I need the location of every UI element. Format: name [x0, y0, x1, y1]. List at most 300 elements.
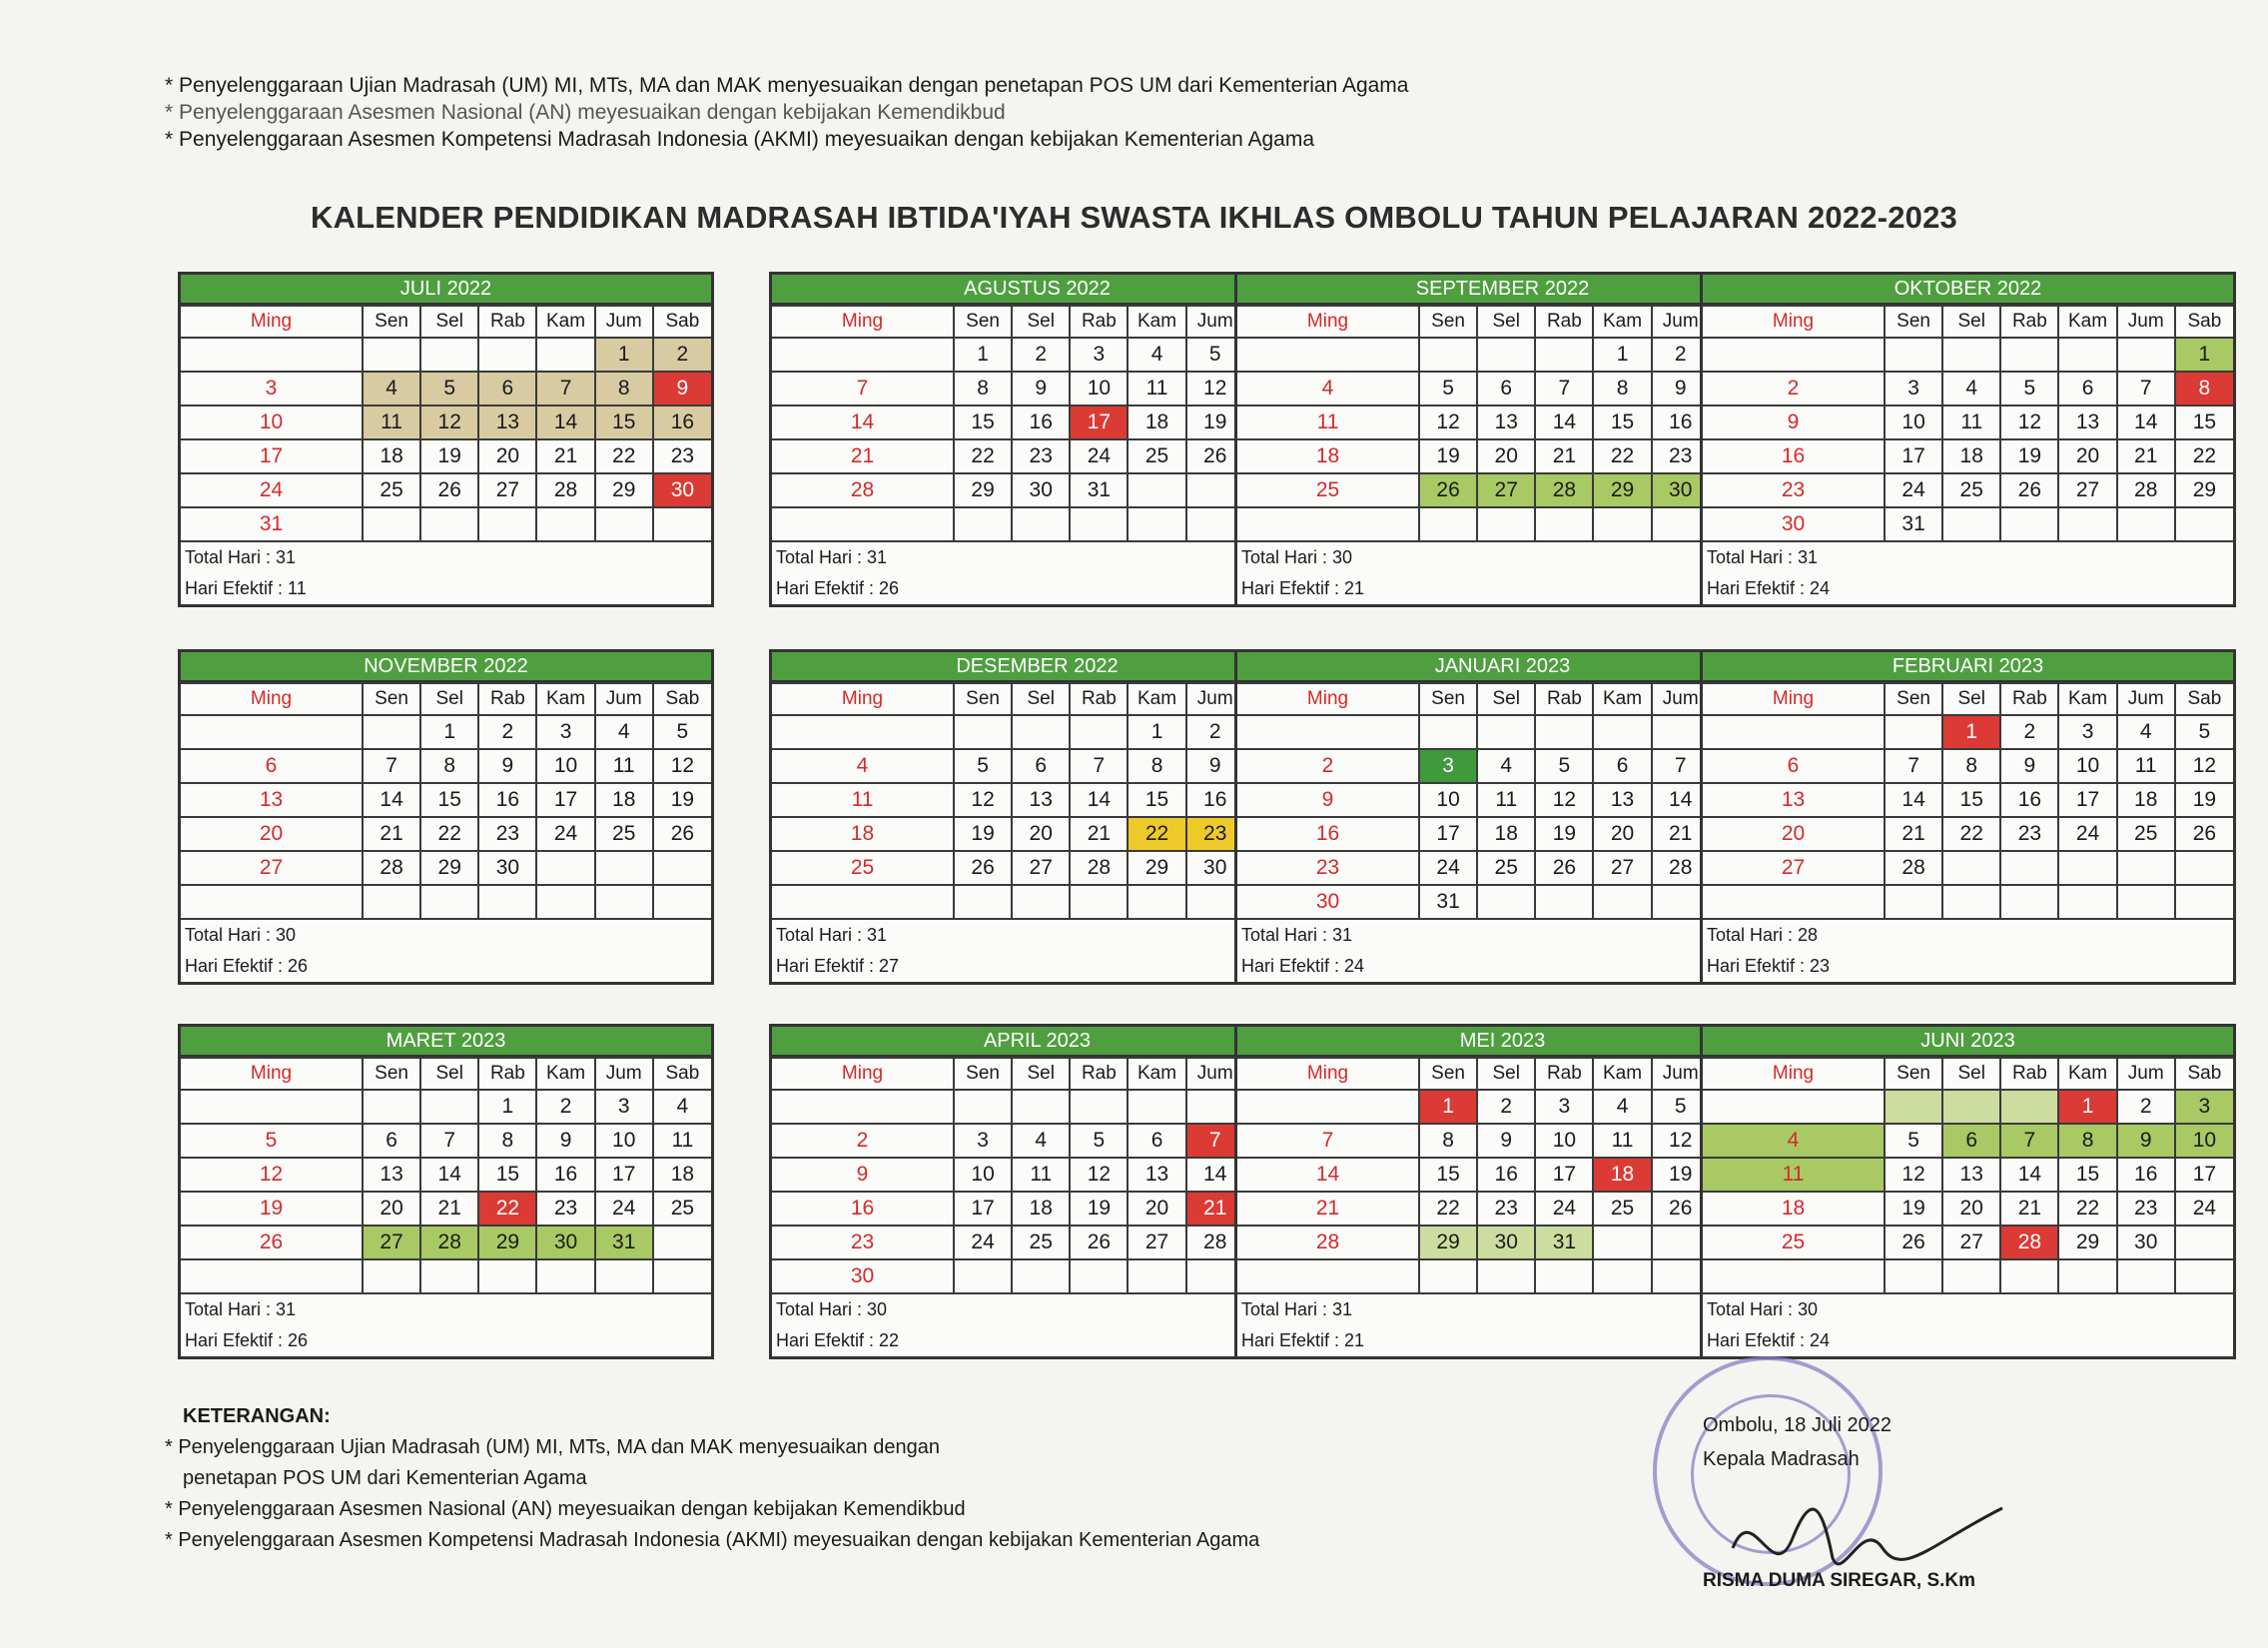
- day-cell: 20: [2058, 439, 2116, 473]
- weekday-header: Rab: [1535, 306, 1593, 338]
- day-cell: 6: [1128, 1124, 1185, 1158]
- day-cell: 28: [536, 473, 594, 507]
- weekday-header: Jum: [1186, 683, 1244, 715]
- day-cell: 6: [1593, 749, 1651, 783]
- day-cell: [420, 1090, 478, 1124]
- day-cell: [772, 338, 954, 372]
- day-cell: 11: [1237, 406, 1419, 439]
- day-cell: 29: [2058, 1226, 2116, 1259]
- day-cell: 9: [1477, 1124, 1535, 1158]
- day-cell: 20: [1012, 817, 1070, 851]
- day-cell: [1128, 1090, 1185, 1124]
- day-cell: [1535, 338, 1593, 372]
- day-cell: 8: [1419, 1124, 1477, 1158]
- day-cell: 13: [181, 783, 363, 817]
- day-cell: 13: [1128, 1158, 1185, 1192]
- total-days: Total Hari : 30: [185, 925, 297, 945]
- weekday-header: Sen: [363, 306, 420, 338]
- day-cell: 21: [1186, 1192, 1244, 1226]
- top-notes: [165, 72, 1408, 153]
- day-cell: 27: [1593, 851, 1651, 885]
- day-cell: 27: [363, 1226, 420, 1259]
- day-cell: 3: [1535, 1090, 1593, 1124]
- day-cell: 24: [2175, 1192, 2233, 1226]
- day-cell: 10: [595, 1124, 653, 1158]
- month-summary: [1703, 542, 2233, 604]
- day-cell: 10: [954, 1158, 1012, 1192]
- day-cell: 28: [2117, 473, 2175, 507]
- day-cell: [181, 715, 363, 749]
- day-cell: 16: [653, 406, 711, 439]
- day-cell: 24: [2058, 817, 2116, 851]
- day-cell: 6: [1942, 1124, 2000, 1158]
- month-calendar: [1700, 1024, 2236, 1359]
- day-cell: 9: [478, 749, 536, 783]
- day-cell: [181, 1259, 363, 1293]
- day-cell: 16: [2117, 1158, 2175, 1192]
- month-title: APRIL 2023: [772, 1027, 1302, 1057]
- day-cell: 29: [595, 473, 653, 507]
- day-cell: 2: [1186, 715, 1244, 749]
- day-cell: 7: [1652, 749, 1710, 783]
- day-cell: 7: [420, 1124, 478, 1158]
- day-cell: 8: [954, 372, 1012, 406]
- day-cell: 3: [595, 1090, 653, 1124]
- day-cell: 29: [478, 1226, 536, 1259]
- page-title: KALENDER PENDIDIKAN MADRASAH IBTIDA'IYAH SWASTA IKHLAS OMBOLU TAHUN PELAJARAN 2022-2023: [311, 200, 1957, 235]
- day-cell: 14: [772, 406, 954, 439]
- day-cell: 3: [1419, 749, 1477, 783]
- day-cell: 8: [1128, 749, 1185, 783]
- day-cell: 1: [1942, 715, 2000, 749]
- day-cell: 26: [1652, 1192, 1710, 1226]
- day-cell: 3: [1885, 372, 1942, 406]
- day-cell: 10: [1070, 372, 1128, 406]
- day-cell: [2175, 507, 2233, 541]
- day-cell: 7: [1885, 749, 1942, 783]
- day-cell: 7: [2117, 372, 2175, 406]
- day-cell: [595, 885, 653, 919]
- month-calendar: [1700, 649, 2236, 985]
- day-cell: 6: [478, 372, 536, 406]
- day-cell: [1070, 1259, 1128, 1293]
- weekday-header: Rab: [478, 1058, 536, 1090]
- day-cell: 12: [1419, 406, 1477, 439]
- day-cell: [363, 1259, 420, 1293]
- day-cell: 22: [595, 439, 653, 473]
- day-cell: 22: [1419, 1192, 1477, 1226]
- day-cell: 2: [536, 1090, 594, 1124]
- day-cell: 8: [420, 749, 478, 783]
- weekday-header: Jum: [1186, 306, 1244, 338]
- day-cell: 5: [2000, 372, 2058, 406]
- day-cell: 29: [2175, 473, 2233, 507]
- weekday-header: Sel: [1012, 1058, 1070, 1090]
- day-cell: 26: [653, 817, 711, 851]
- weekday-header: Kam: [1128, 306, 1185, 338]
- day-cell: 2: [1237, 749, 1419, 783]
- weekday-header: Kam: [2058, 1058, 2116, 1090]
- total-days: Total Hari : 31: [1707, 547, 1819, 567]
- day-cell: 2: [1652, 338, 1710, 372]
- day-cell: 25: [653, 1192, 711, 1226]
- month-summary: [1237, 1294, 1768, 1356]
- day-cell: [2175, 1226, 2233, 1259]
- day-cell: 25: [363, 473, 420, 507]
- day-cell: [772, 507, 954, 541]
- day-cell: 9: [1652, 372, 1710, 406]
- day-cell: 12: [1885, 1158, 1942, 1192]
- day-cell: [772, 1090, 954, 1124]
- weekday-header: Rab: [1070, 1058, 1128, 1090]
- day-cell: [1477, 507, 1535, 541]
- effective-days: Hari Efektif : 26: [776, 578, 900, 598]
- day-cell: [420, 885, 478, 919]
- day-cell: 19: [653, 783, 711, 817]
- day-cell: 4: [653, 1090, 711, 1124]
- weekday-header: Rab: [1070, 306, 1128, 338]
- day-cell: [1419, 1259, 1477, 1293]
- day-cell: [1477, 885, 1535, 919]
- day-cell: 24: [595, 1192, 653, 1226]
- day-cell: 16: [1237, 817, 1419, 851]
- sign-position: Kepala Madrasah: [1703, 1448, 1860, 1470]
- weekday-header: Jum: [595, 683, 653, 715]
- weekday-header: Ming: [772, 683, 954, 715]
- month-title: NOVEMBER 2022: [181, 652, 711, 682]
- day-cell: 14: [2000, 1158, 2058, 1192]
- day-cell: [1070, 1090, 1128, 1124]
- day-cell: 26: [420, 473, 478, 507]
- weekday-header: Sen: [954, 1058, 1012, 1090]
- day-cell: 2: [772, 1124, 954, 1158]
- day-cell: 25: [1593, 1192, 1651, 1226]
- day-cell: [653, 1259, 711, 1293]
- day-cell: 25: [2117, 817, 2175, 851]
- day-cell: 17: [595, 1158, 653, 1192]
- day-cell: 20: [1593, 817, 1651, 851]
- weekday-header: Jum: [1652, 683, 1710, 715]
- day-cell: 4: [1703, 1124, 1885, 1158]
- month-title: JULI 2022: [181, 275, 711, 305]
- day-cell: 27: [1128, 1226, 1185, 1259]
- day-cell: 25: [1703, 1226, 1885, 1259]
- day-cell: 19: [954, 817, 1012, 851]
- month-summary: [1703, 1294, 2233, 1356]
- day-cell: 13: [1477, 406, 1535, 439]
- weekday-header: Kam: [2058, 683, 2116, 715]
- day-cell: [1942, 1090, 2000, 1124]
- day-cell: [1593, 885, 1651, 919]
- day-cell: [1237, 338, 1419, 372]
- weekday-header: Jum: [1186, 1058, 1244, 1090]
- effective-days: Hari Efektif : 24: [1241, 956, 1365, 976]
- day-cell: [1237, 507, 1419, 541]
- day-cell: [536, 1259, 594, 1293]
- month-summary: [1703, 920, 2233, 982]
- day-cell: [772, 885, 954, 919]
- day-cell: [954, 507, 1012, 541]
- day-cell: 20: [1942, 1192, 2000, 1226]
- weekday-header: Ming: [772, 1058, 954, 1090]
- day-cell: 24: [181, 473, 363, 507]
- day-cell: 8: [1942, 749, 2000, 783]
- day-cell: 21: [420, 1192, 478, 1226]
- day-cell: 15: [1128, 783, 1185, 817]
- month-summary: [181, 920, 711, 982]
- total-days: Total Hari : 31: [185, 1299, 297, 1319]
- day-cell: [2175, 885, 2233, 919]
- day-cell: 18: [1942, 439, 2000, 473]
- day-cell: 17: [2175, 1158, 2233, 1192]
- weekday-header: Rab: [2000, 306, 2058, 338]
- day-cell: 5: [2175, 715, 2233, 749]
- day-cell: [2058, 507, 2116, 541]
- weekday-header: Sel: [1477, 1058, 1535, 1090]
- day-cell: [1070, 715, 1128, 749]
- day-cell: [1477, 715, 1535, 749]
- effective-days: Hari Efektif : 21: [1241, 578, 1365, 598]
- day-cell: 22: [1593, 439, 1651, 473]
- day-cell: 25: [595, 817, 653, 851]
- day-cell: 18: [1128, 406, 1185, 439]
- day-cell: 29: [420, 851, 478, 885]
- day-cell: 23: [1477, 1192, 1535, 1226]
- total-days: Total Hari : 31: [1241, 1299, 1353, 1319]
- day-cell: [1942, 1259, 2000, 1293]
- day-cell: [1535, 507, 1593, 541]
- day-cell: 15: [1942, 783, 2000, 817]
- day-cell: 21: [1885, 817, 1942, 851]
- day-cell: 13: [1942, 1158, 2000, 1192]
- weekday-header: Kam: [536, 306, 594, 338]
- weekday-header: Sab: [2175, 1058, 2233, 1090]
- day-cell: [2000, 1090, 2058, 1124]
- day-cell: [181, 1090, 363, 1124]
- day-cell: 18: [363, 439, 420, 473]
- weekday-header: Kam: [1593, 306, 1651, 338]
- day-cell: 1: [2058, 1090, 2116, 1124]
- day-cell: [2175, 851, 2233, 885]
- weekday-header: Jum: [2117, 683, 2175, 715]
- weekday-header: Sel: [1477, 306, 1535, 338]
- day-cell: 14: [536, 406, 594, 439]
- day-cell: [1593, 1226, 1651, 1259]
- day-cell: [536, 885, 594, 919]
- day-cell: 26: [181, 1226, 363, 1259]
- day-cell: [595, 851, 653, 885]
- weekday-header: Ming: [772, 306, 954, 338]
- day-cell: 8: [478, 1124, 536, 1158]
- day-cell: 31: [1419, 885, 1477, 919]
- day-cell: 2: [2117, 1090, 2175, 1124]
- weekday-header: Ming: [1703, 683, 1885, 715]
- weekday-header: Sab: [2175, 683, 2233, 715]
- day-cell: 4: [2117, 715, 2175, 749]
- day-cell: 1: [954, 338, 1012, 372]
- day-cell: 2: [478, 715, 536, 749]
- day-cell: 12: [1652, 1124, 1710, 1158]
- day-cell: 21: [1535, 439, 1593, 473]
- day-cell: 11: [772, 783, 954, 817]
- weekday-header: Kam: [1128, 1058, 1185, 1090]
- weekday-header: Rab: [2000, 1058, 2058, 1090]
- day-cell: 16: [1477, 1158, 1535, 1192]
- day-cell: 28: [1070, 851, 1128, 885]
- day-cell: 11: [1942, 406, 2000, 439]
- day-cell: 5: [1885, 1124, 1942, 1158]
- weekday-header: Sen: [1885, 306, 1942, 338]
- day-cell: 30: [1477, 1226, 1535, 1259]
- day-cell: 18: [653, 1158, 711, 1192]
- day-cell: 6: [1703, 749, 1885, 783]
- day-cell: 23: [2000, 817, 2058, 851]
- day-cell: 23: [653, 439, 711, 473]
- day-cell: 10: [2175, 1124, 2233, 1158]
- day-cell: 2: [1012, 338, 1070, 372]
- day-cell: 13: [1012, 783, 1070, 817]
- day-cell: [536, 338, 594, 372]
- day-cell: 22: [420, 817, 478, 851]
- day-cell: [1885, 715, 1942, 749]
- day-cell: 28: [1186, 1226, 1244, 1259]
- day-cell: 4: [1237, 372, 1419, 406]
- day-cell: 19: [1535, 817, 1593, 851]
- day-cell: 14: [363, 783, 420, 817]
- day-cell: 24: [1885, 473, 1942, 507]
- day-cell: 12: [1186, 372, 1244, 406]
- effective-days: Hari Efektif : 21: [1241, 1330, 1365, 1350]
- day-cell: 19: [1885, 1192, 1942, 1226]
- day-cell: [772, 715, 954, 749]
- weekday-header: Rab: [1535, 683, 1593, 715]
- day-cell: 21: [2000, 1192, 2058, 1226]
- top-note: * Penyelenggaraan Ujian Madrasah (UM) MI, MTs, MA dan MAK menyesuaikan dengan penetapan POS UM dari Kementerian Agama: [165, 74, 1409, 97]
- day-cell: [1012, 507, 1070, 541]
- day-cell: 9: [1703, 406, 1885, 439]
- weekday-header: Sen: [363, 683, 420, 715]
- weekday-header: Ming: [1237, 1058, 1419, 1090]
- day-cell: [181, 338, 363, 372]
- weekday-header: Sel: [1477, 683, 1535, 715]
- effective-days: Hari Efektif : 26: [185, 1330, 309, 1350]
- day-cell: 16: [536, 1158, 594, 1192]
- sign-name: RISMA DUMA SIREGAR, S.Km: [1703, 1570, 1976, 1591]
- legend-item: penetapan POS UM dari Kementerian Agama: [183, 1467, 587, 1489]
- day-cell: [181, 885, 363, 919]
- day-cell: [2000, 507, 2058, 541]
- day-cell: 30: [1703, 507, 1885, 541]
- day-cell: 18: [1477, 817, 1535, 851]
- day-cell: 6: [181, 749, 363, 783]
- day-cell: 2: [1703, 372, 1885, 406]
- day-cell: 30: [536, 1226, 594, 1259]
- day-cell: 3: [536, 715, 594, 749]
- day-cell: 23: [1703, 473, 1885, 507]
- weekday-header: Jum: [1652, 1058, 1710, 1090]
- day-cell: 14: [1070, 783, 1128, 817]
- day-cell: 27: [1703, 851, 1885, 885]
- day-cell: 5: [954, 749, 1012, 783]
- day-cell: [954, 715, 1012, 749]
- day-cell: [536, 507, 594, 541]
- total-days: Total Hari : 31: [1241, 925, 1353, 945]
- total-days: Total Hari : 31: [776, 925, 888, 945]
- day-cell: [1012, 885, 1070, 919]
- day-cell: 10: [1535, 1124, 1593, 1158]
- day-cell: 5: [1652, 1090, 1710, 1124]
- day-cell: 25: [1942, 473, 2000, 507]
- sign-place-date: Ombolu, 18 Juli 2022: [1703, 1414, 1892, 1436]
- day-cell: 11: [595, 749, 653, 783]
- total-days: Total Hari : 28: [1707, 925, 1819, 945]
- day-cell: [1703, 715, 1885, 749]
- day-cell: [2058, 1259, 2116, 1293]
- day-cell: [478, 507, 536, 541]
- day-cell: [1237, 1259, 1419, 1293]
- day-cell: 13: [363, 1158, 420, 1192]
- day-cell: [1128, 885, 1185, 919]
- day-cell: 15: [420, 783, 478, 817]
- day-cell: 19: [181, 1192, 363, 1226]
- month-calendar: [1234, 649, 1771, 985]
- day-cell: 28: [420, 1226, 478, 1259]
- day-cell: 8: [2058, 1124, 2116, 1158]
- effective-days: Hari Efektif : 27: [776, 956, 900, 976]
- day-cell: 5: [181, 1124, 363, 1158]
- day-cell: 24: [954, 1226, 1012, 1259]
- weekday-header: Sen: [1419, 683, 1477, 715]
- day-cell: 18: [1012, 1192, 1070, 1226]
- day-cell: 11: [1477, 783, 1535, 817]
- day-cell: 20: [363, 1192, 420, 1226]
- day-cell: 4: [595, 715, 653, 749]
- day-cell: 11: [2117, 749, 2175, 783]
- day-cell: 7: [1070, 749, 1128, 783]
- day-cell: [1419, 338, 1477, 372]
- day-cell: 7: [363, 749, 420, 783]
- day-cell: 3: [2175, 1090, 2233, 1124]
- day-cell: 30: [2117, 1226, 2175, 1259]
- effective-days: Hari Efektif : 24: [1707, 1330, 1831, 1350]
- weekday-header: Sel: [420, 1058, 478, 1090]
- day-cell: [653, 507, 711, 541]
- day-cell: 12: [181, 1158, 363, 1192]
- day-cell: [1535, 885, 1593, 919]
- weekday-header: Sen: [954, 306, 1012, 338]
- weekday-header: Sel: [420, 683, 478, 715]
- total-days: Total Hari : 31: [776, 547, 888, 567]
- day-cell: 22: [954, 439, 1012, 473]
- day-cell: 17: [181, 439, 363, 473]
- month-calendar: [769, 272, 1305, 607]
- day-cell: 23: [536, 1192, 594, 1226]
- day-cell: 4: [1942, 372, 2000, 406]
- day-cell: 6: [363, 1124, 420, 1158]
- weekday-header: Kam: [2058, 306, 2116, 338]
- legend-item: * Penyelenggaraan Ujian Madrasah (UM) MI, MTs, MA dan MAK menyesuaikan dengan: [165, 1436, 940, 1458]
- day-cell: 16: [1652, 406, 1710, 439]
- day-cell: 13: [478, 406, 536, 439]
- day-cell: 30: [1237, 885, 1419, 919]
- day-cell: 21: [772, 439, 954, 473]
- weekday-header: Sel: [1942, 306, 2000, 338]
- day-cell: 19: [1070, 1192, 1128, 1226]
- weekday-header: Sen: [363, 1058, 420, 1090]
- day-cell: 9: [1186, 749, 1244, 783]
- day-cell: 18: [595, 783, 653, 817]
- day-cell: 27: [181, 851, 363, 885]
